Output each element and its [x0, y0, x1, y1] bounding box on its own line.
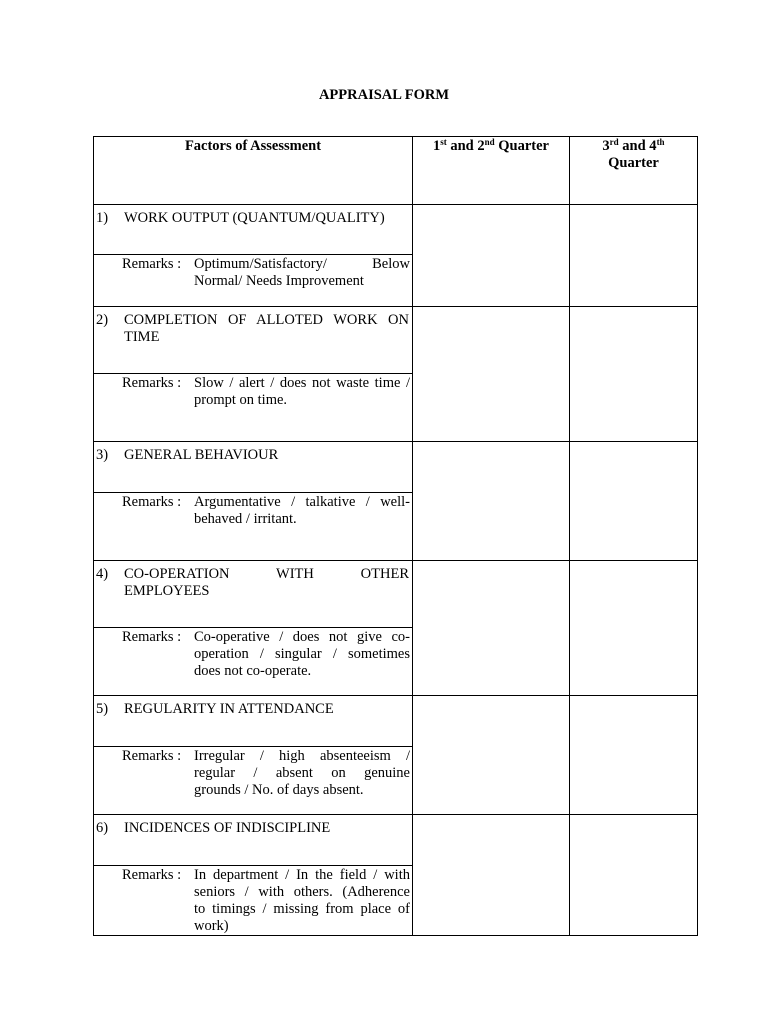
header-q12-quarter: Quarter [494, 138, 549, 154]
factor-title: WORK OUTPUT (QUANTUM/QUALITY) [124, 210, 385, 226]
factor-number: 4) [96, 566, 109, 582]
remarks-cell-6 [94, 866, 413, 936]
header-q12-sup1: st [440, 137, 447, 147]
factor-title: REGULARITY IN ATTENDANCE [124, 701, 334, 717]
q34-input-cell-5[interactable] [570, 696, 698, 815]
remarks-line: does not co-operate. [194, 663, 312, 679]
header-q34 [570, 137, 698, 205]
factor-title: INCIDENCES OF INDISCIPLINE [124, 820, 331, 836]
header-q34-quarter: Quarter [608, 155, 659, 171]
q12-input-cell-2[interactable] [413, 307, 570, 442]
factor-number: 1) [96, 210, 109, 226]
q34-input-cell-4[interactable] [570, 561, 698, 696]
remarks-label: Remarks : [122, 494, 182, 510]
header-q12-sup2: nd [484, 137, 495, 147]
header-q12 [413, 137, 570, 205]
remarks-label: Remarks : [122, 867, 182, 883]
factor-cell-3 [94, 442, 413, 493]
remarks-cell-1 [94, 255, 413, 307]
factor-number: 6) [96, 820, 109, 836]
header-q34-num1: 3 [602, 138, 610, 154]
remarks-line: work) [194, 918, 229, 934]
factor-cell-5 [94, 696, 413, 747]
factor-row-5 [94, 696, 698, 747]
remarks-label: Remarks : [122, 256, 182, 272]
remarks-line: seniors / with others. (Adherence [194, 884, 410, 900]
q34-input-cell-2[interactable] [570, 307, 698, 442]
remarks-line: grounds / No. of days absent. [194, 782, 364, 798]
q12-input-cell-1[interactable] [413, 205, 570, 307]
remarks-line: Optimum/Satisfactory/ Below [194, 256, 410, 272]
factor-title-line: EMPLOYEES [124, 583, 210, 599]
factor-title: GENERAL BEHAVIOUR [124, 447, 279, 463]
remarks-line: behaved / irritant. [194, 511, 297, 527]
appraisal-table [93, 136, 698, 936]
remarks-line: to timings / missing from place of [194, 901, 410, 917]
remarks-line: regular / absent on genuine [194, 765, 410, 781]
factor-number: 5) [96, 701, 109, 717]
header-q12-num1: 1 [432, 138, 441, 154]
remarks-label: Remarks : [122, 375, 182, 391]
remarks-cell-5 [94, 747, 413, 815]
factor-row-1 [94, 205, 698, 255]
factor-row-6 [94, 815, 698, 866]
q12-input-cell-3[interactable] [413, 442, 570, 561]
header-q34-sup1: rd [609, 137, 619, 147]
q34-input-cell-1[interactable] [570, 205, 698, 307]
remarks-line: Irregular / high absenteeism / [194, 748, 410, 764]
q12-input-cell-6[interactable] [413, 815, 570, 936]
form-title: APPRAISAL FORM [318, 87, 450, 103]
header-factors: Factors of Assessment [94, 137, 413, 205]
remarks-line: prompt on time. [194, 392, 288, 408]
header-q34-sup2: th [656, 137, 665, 147]
q12-input-cell-4[interactable] [413, 561, 570, 696]
remarks-line: In department / In the field / with [194, 867, 410, 883]
factor-row-3 [94, 442, 698, 493]
factor-number: 2) [96, 312, 109, 328]
remarks-line: Slow / alert / does not waste time / [194, 375, 410, 391]
factor-cell-4 [94, 561, 413, 628]
factor-title-line: TIME [124, 329, 160, 345]
remarks-cell-2 [94, 374, 413, 442]
remarks-line: Argumentative / talkative / well- [194, 494, 410, 510]
factor-number: 3) [96, 447, 109, 463]
remarks-line: Co-operative / does not give co- [194, 629, 410, 645]
remarks-line: operation / singular / sometimes [194, 646, 410, 662]
remarks-label: Remarks : [122, 629, 182, 645]
factor-cell-1 [94, 205, 413, 255]
factor-cell-2 [94, 307, 413, 374]
remarks-cell-4 [94, 628, 413, 696]
header-q12-and: and 2 [446, 138, 485, 154]
q12-input-cell-5[interactable] [413, 696, 570, 815]
q34-input-cell-6[interactable] [570, 815, 698, 936]
q34-input-cell-3[interactable] [570, 442, 698, 561]
remarks-line: Normal/ Needs Improvement [194, 273, 364, 289]
factor-title-line: COMPLETION OF ALLOTED WORK ON [124, 312, 409, 328]
header-row [94, 137, 698, 205]
factor-title-line: CO-OPERATION WITH OTHER [124, 566, 409, 582]
factor-row-2 [94, 307, 698, 374]
remarks-cell-3 [94, 493, 413, 561]
header-q34-and: and 4 [618, 138, 657, 154]
factor-cell-6 [94, 815, 413, 866]
factor-row-4 [94, 561, 698, 628]
remarks-label: Remarks : [122, 748, 182, 764]
